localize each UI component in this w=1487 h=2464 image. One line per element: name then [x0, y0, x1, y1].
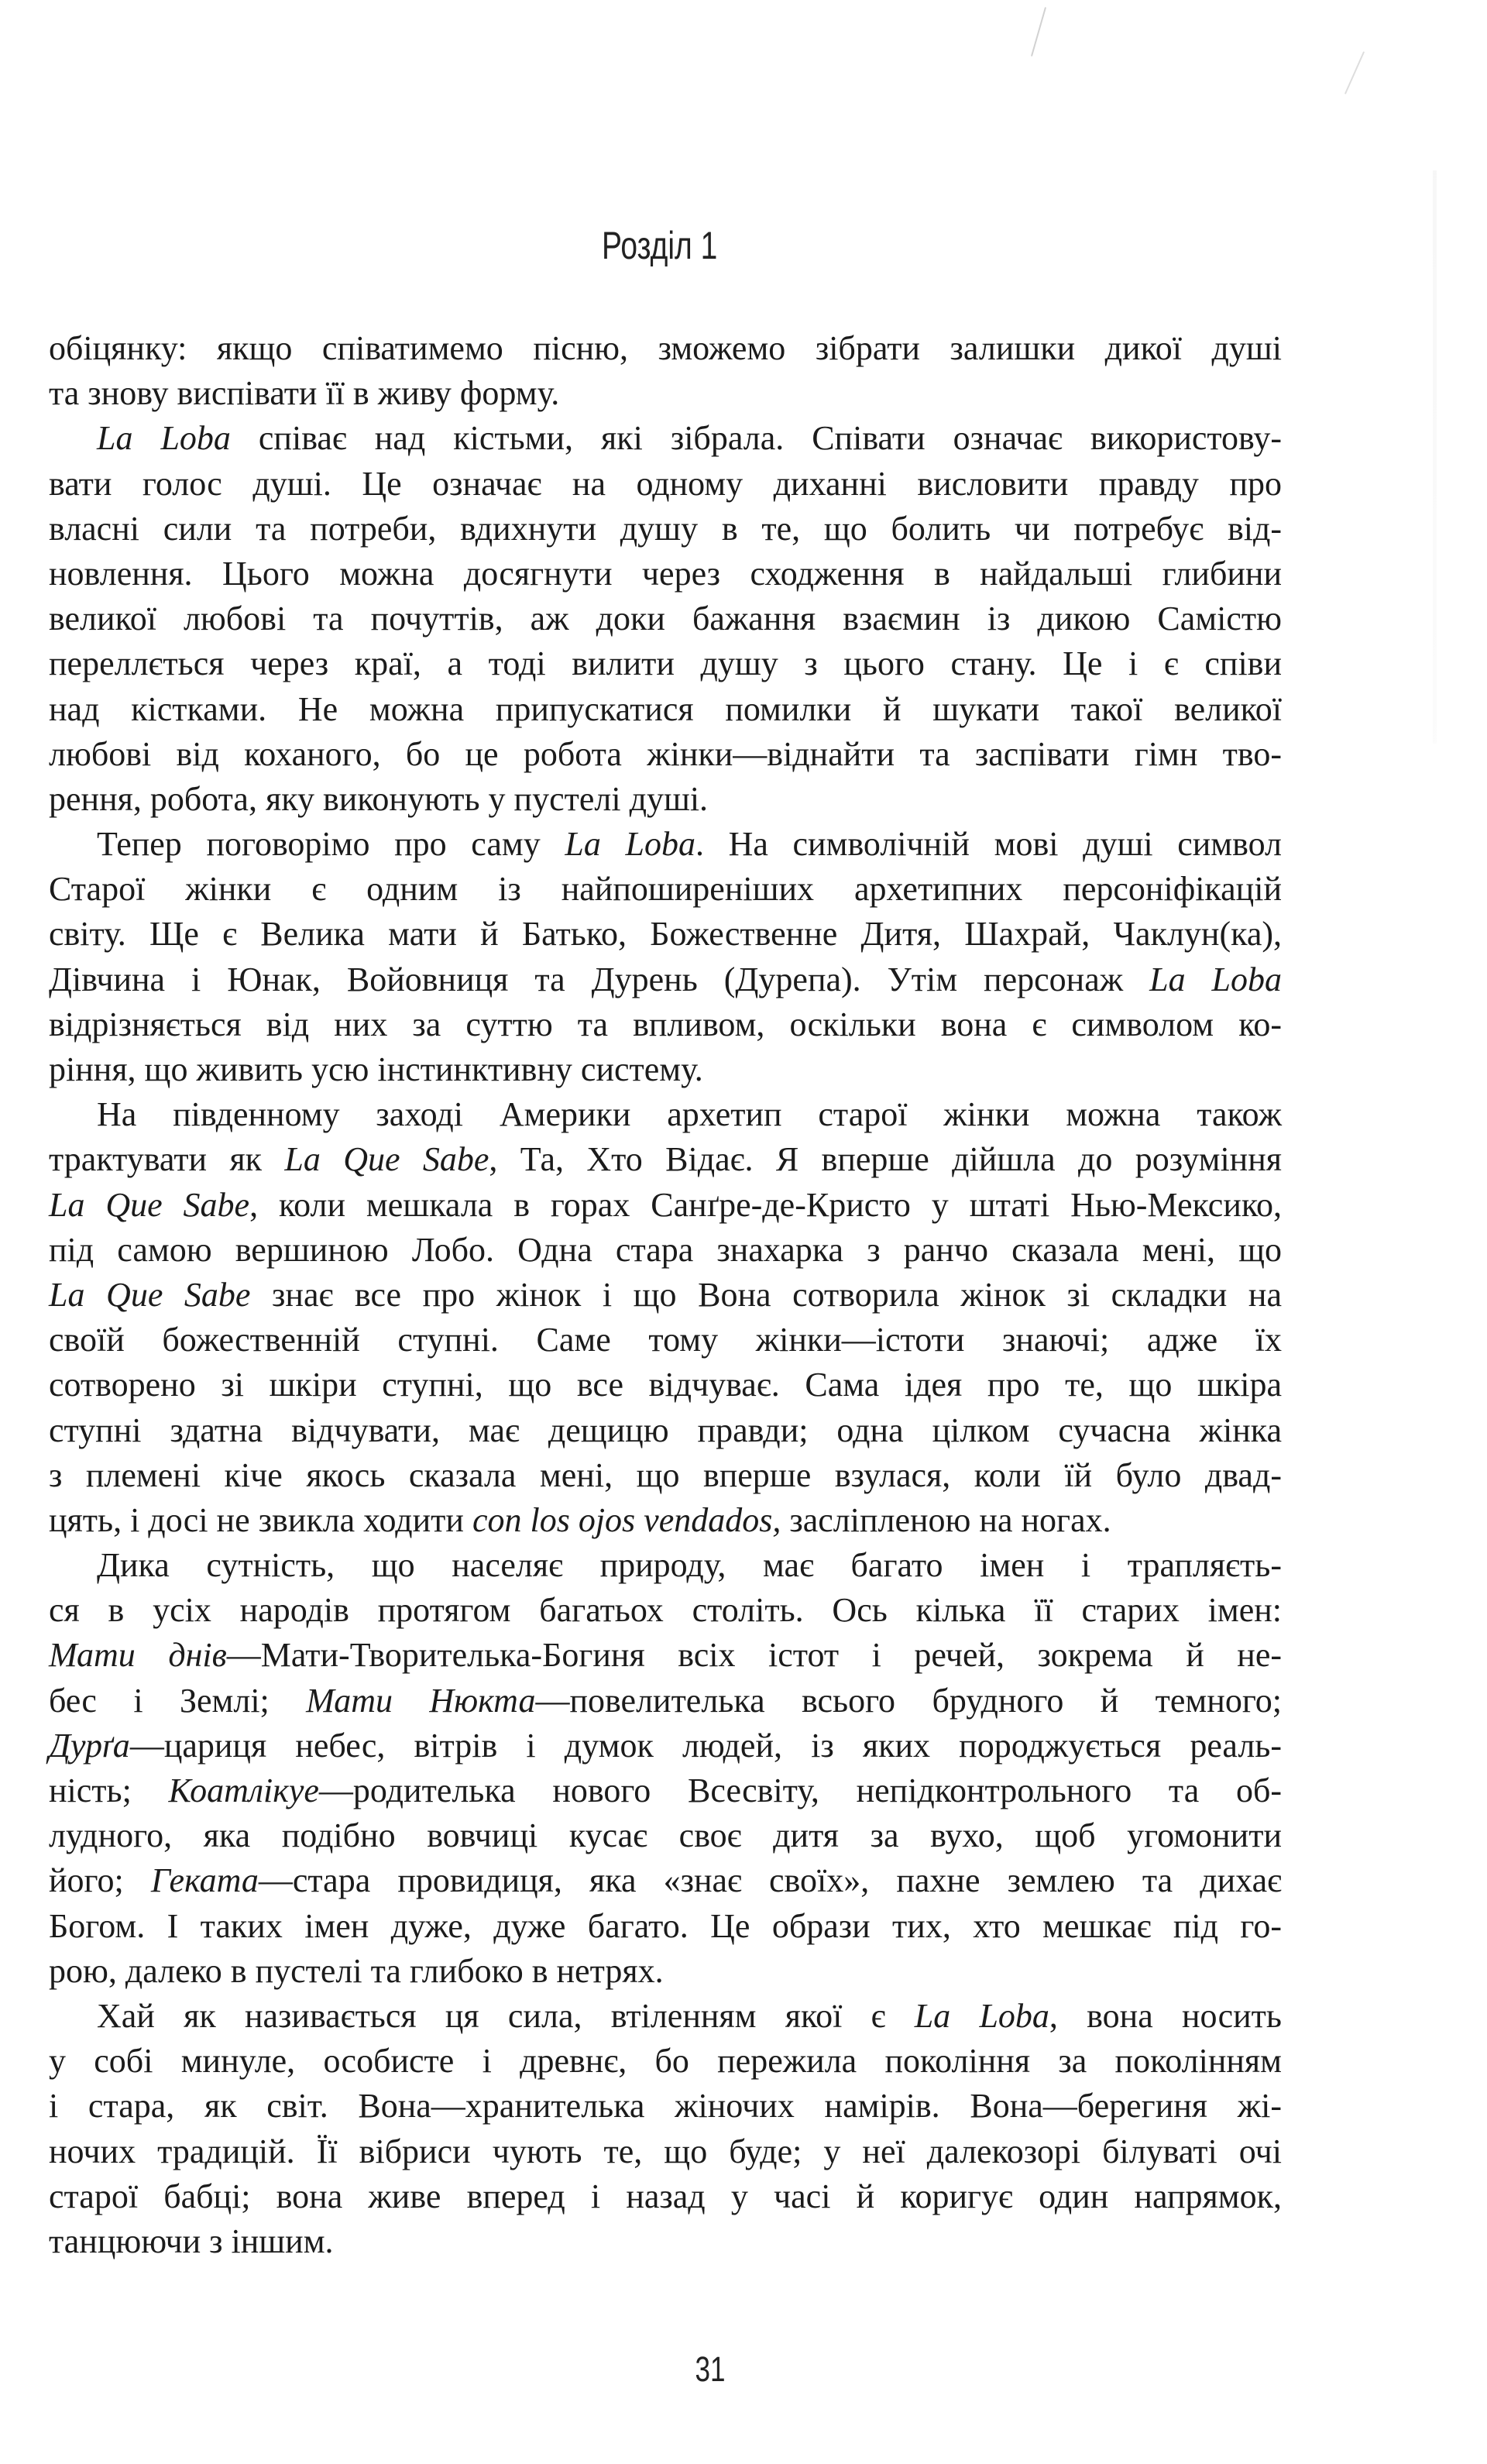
body-text-block	[49, 326, 1282, 2264]
text-line	[49, 1273, 1282, 1318]
text-line	[49, 1904, 1282, 1949]
text-line	[49, 1498, 1282, 1543]
text-line	[49, 1858, 1282, 1903]
text-line	[49, 1768, 1282, 1813]
italic-text-run: La Que Sabe	[284, 1140, 489, 1179]
italic-text-run: con los ojos vendados,	[472, 1500, 781, 1539]
text-line	[49, 641, 1282, 686]
chapter-heading-label: Розділ 1	[602, 224, 718, 267]
text-line	[49, 1092, 1282, 1137]
text-run: над кістками. Не можна припускатися помилки й шукати такої великої	[49, 689, 1282, 728]
text-run: своїй божественній ступні. Саме тому жінки—істоти знаючі; адже їх	[49, 1321, 1282, 1359]
italic-text-run: La Loba	[565, 825, 695, 864]
text-run: танцюючи з іншим.	[49, 2222, 334, 2260]
text-run: Богом. І таких імен дуже, дуже багато. Це образи тих, хто мешкає під го-	[49, 1906, 1282, 1945]
text-run: з племені кіче якось сказала мені, що вперше взулася, коли їй було двад-	[49, 1455, 1282, 1494]
text-line	[49, 596, 1282, 641]
text-line	[49, 1588, 1282, 1633]
italic-text-run: La Loba	[97, 419, 231, 458]
text-run: новлення. Цього можна досягнути через сходження в найдальші глибини	[49, 554, 1282, 593]
italic-text-run: Дурґа	[49, 1726, 130, 1765]
text-run: Дівчина і Юнак, Войовниця та Дурень (Дурепа). Утім персонаж	[49, 960, 1150, 998]
text-line	[49, 416, 1282, 461]
italic-text-run: La Loba	[914, 1996, 1049, 2035]
text-run: , вона носить	[1049, 1996, 1282, 2035]
text-line	[49, 822, 1282, 867]
text-line	[49, 1363, 1282, 1407]
text-run: і стара, як світ. Вона—хранителька жіночих намірів. Вона—берегиня жі-	[49, 2087, 1282, 2126]
text-line	[49, 2219, 1282, 2264]
text-run: старої бабці; вона живе вперед і назад у часі й коригує один напрямок,	[49, 2177, 1282, 2215]
text-line	[49, 1543, 1282, 1588]
text-line	[49, 957, 1282, 1002]
scan-scratch	[1344, 51, 1365, 95]
text-line	[49, 1679, 1282, 1723]
text-line	[49, 507, 1282, 552]
text-line	[49, 1137, 1282, 1182]
text-line	[49, 732, 1282, 777]
text-line	[49, 1453, 1282, 1498]
italic-text-run: Геката	[150, 1861, 259, 1900]
text-run: —цариця небес, вітрів і думок людей, із яких породжується реаль-	[129, 1726, 1282, 1765]
text-run: та знову виспівати її в живу форму.	[49, 374, 560, 413]
text-line	[49, 2039, 1282, 2084]
italic-text-run: La Que Sabe	[49, 1275, 251, 1314]
text-line	[49, 2174, 1282, 2219]
text-line	[49, 1408, 1282, 1453]
text-run: —родителька нового Всесвіту, непідконтрольного та об-	[318, 1772, 1282, 1809]
text-run: Старої жінки є одним із найпоширеніших архетипних персоніфікацій	[49, 870, 1282, 909]
text-run: відрізняється від них за суттю та впливом, оскільки вона є символом ко-	[49, 1005, 1282, 1043]
italic-text-run: Мати Нюкта	[306, 1681, 536, 1720]
text-run: у собі минуле, особисте і древнє, бо пережила покоління за поколінням	[49, 2042, 1282, 2081]
text-line	[49, 777, 1282, 822]
text-run: вати голос душі. Це означає на одному диханні висловити правду про	[49, 464, 1282, 503]
text-run: ночих традицій. Її вібриси чують те, що буде; у неї далекозорі білуваті очі	[49, 2132, 1282, 2170]
text-run: знає все про жінок і що Вона сотворила жінок зі складки на	[250, 1275, 1282, 1314]
text-run: ся в усіх народів протягом багатьох століть. Ось кілька її старих імен:	[49, 1591, 1282, 1630]
text-run: цять, і досі не звикла ходити	[49, 1500, 472, 1539]
text-line	[49, 867, 1282, 912]
text-line	[49, 1183, 1282, 1228]
text-line	[49, 371, 1282, 416]
text-line	[49, 2084, 1282, 2129]
text-run: Тепер поговорімо про саму	[97, 825, 565, 864]
text-run: —Мати-Творителька-Богиня всіх істот і речей, зокрема й не-	[226, 1636, 1282, 1675]
text-line	[49, 552, 1282, 596]
text-line	[49, 1318, 1282, 1363]
text-run: ступні здатна відчувати, має дещицю правди; одна цілком сучасна жінка	[49, 1411, 1282, 1449]
text-run: —стара провидиця, яка «знає своїх», пахне землею та дихає	[258, 1861, 1282, 1900]
text-line	[49, 1633, 1282, 1678]
italic-text-run: La Loba	[1149, 960, 1282, 998]
italic-text-run: La Que Sabe	[49, 1185, 250, 1224]
text-line	[49, 1994, 1282, 2039]
text-run: —повелителька всього брудного й темного;	[535, 1681, 1282, 1720]
text-run: співає над кістьми, які зібрала. Співати означає використову-	[230, 419, 1282, 458]
page-number-label: 31	[695, 2349, 726, 2389]
text-run: ріння, що живить усю інстинктивну систему.	[49, 1050, 703, 1088]
text-line	[49, 1813, 1282, 1858]
text-run: На південному заході Америки архетип старої жінки можна також	[97, 1095, 1282, 1134]
text-line	[49, 687, 1282, 732]
text-run: . На символічній мові душі символ	[695, 825, 1282, 864]
italic-text-run: Мати днів	[49, 1636, 227, 1675]
text-run: , коли мешкала в горах Санґре-де-Кристо у штаті Нью-Мексико,	[249, 1185, 1283, 1224]
text-run: бес і Землі;	[49, 1681, 307, 1720]
text-run: лудного, яка подібно вовчиці кусає своє дитя за вухо, щоб угомонити	[49, 1816, 1282, 1855]
text-run: любові від коханого, бо це робота жінки—віднайти та заспівати гімн тво-	[49, 734, 1282, 773]
scan-scratch	[1031, 7, 1046, 57]
text-line	[49, 1723, 1282, 1768]
chapter-heading	[0, 225, 1320, 266]
text-run: власні сили та потреби, вдихнути душу в те, що болить чи потребує від-	[49, 509, 1282, 548]
text-run: ність;	[49, 1772, 169, 1809]
text-run: , Та, Хто Відає. Я вперше дійшла до розуміння	[489, 1140, 1283, 1179]
text-run: світу. Ще є Велика мати й Батько, Божественне Дитя, Шахрай, Чаклун(ка),	[49, 915, 1282, 954]
italic-text-run: Коатлікуе	[168, 1772, 319, 1809]
text-run: обіцянку: якщо співатимемо пісню, зможемо зібрати залишки дикої душі	[49, 329, 1282, 367]
scan-smudge	[1433, 170, 1437, 744]
text-line	[49, 2129, 1282, 2174]
text-run: переллється через краї, а тоді вилити душу з цього стану. Це і є співи	[49, 644, 1282, 683]
text-line	[49, 1047, 1282, 1092]
text-line	[49, 1949, 1282, 1994]
page-number	[0, 2349, 1420, 2389]
text-run: Хай як називається ця сила, втіленням якої є	[97, 1996, 915, 2035]
text-run: рою, далеко в пустелі та глибоко в нетрях.	[49, 1951, 664, 1990]
text-run: рення, робота, яку виконують у пустелі душі.	[49, 779, 709, 818]
text-run: сотворено зі шкіри ступні, що все відчуває. Сама ідея про те, що шкіра	[49, 1366, 1282, 1404]
text-line	[49, 912, 1282, 957]
text-run: його;	[49, 1861, 151, 1900]
text-line	[49, 462, 1282, 507]
text-run: засліпленою на ногах.	[781, 1500, 1111, 1539]
text-line	[49, 1228, 1282, 1273]
text-run: трактувати як	[49, 1140, 285, 1179]
text-line	[49, 326, 1282, 371]
text-line	[49, 1002, 1282, 1047]
text-run: під самою вершиною Лобо. Одна стара знахарка з ранчо сказала мені, що	[49, 1230, 1282, 1269]
text-run: Дика сутність, що населяє природу, має багато імен і трапляєть-	[97, 1546, 1282, 1585]
text-run: великої любові та почуттів, аж доки бажання взаємин із дикою Самістю	[49, 600, 1282, 638]
